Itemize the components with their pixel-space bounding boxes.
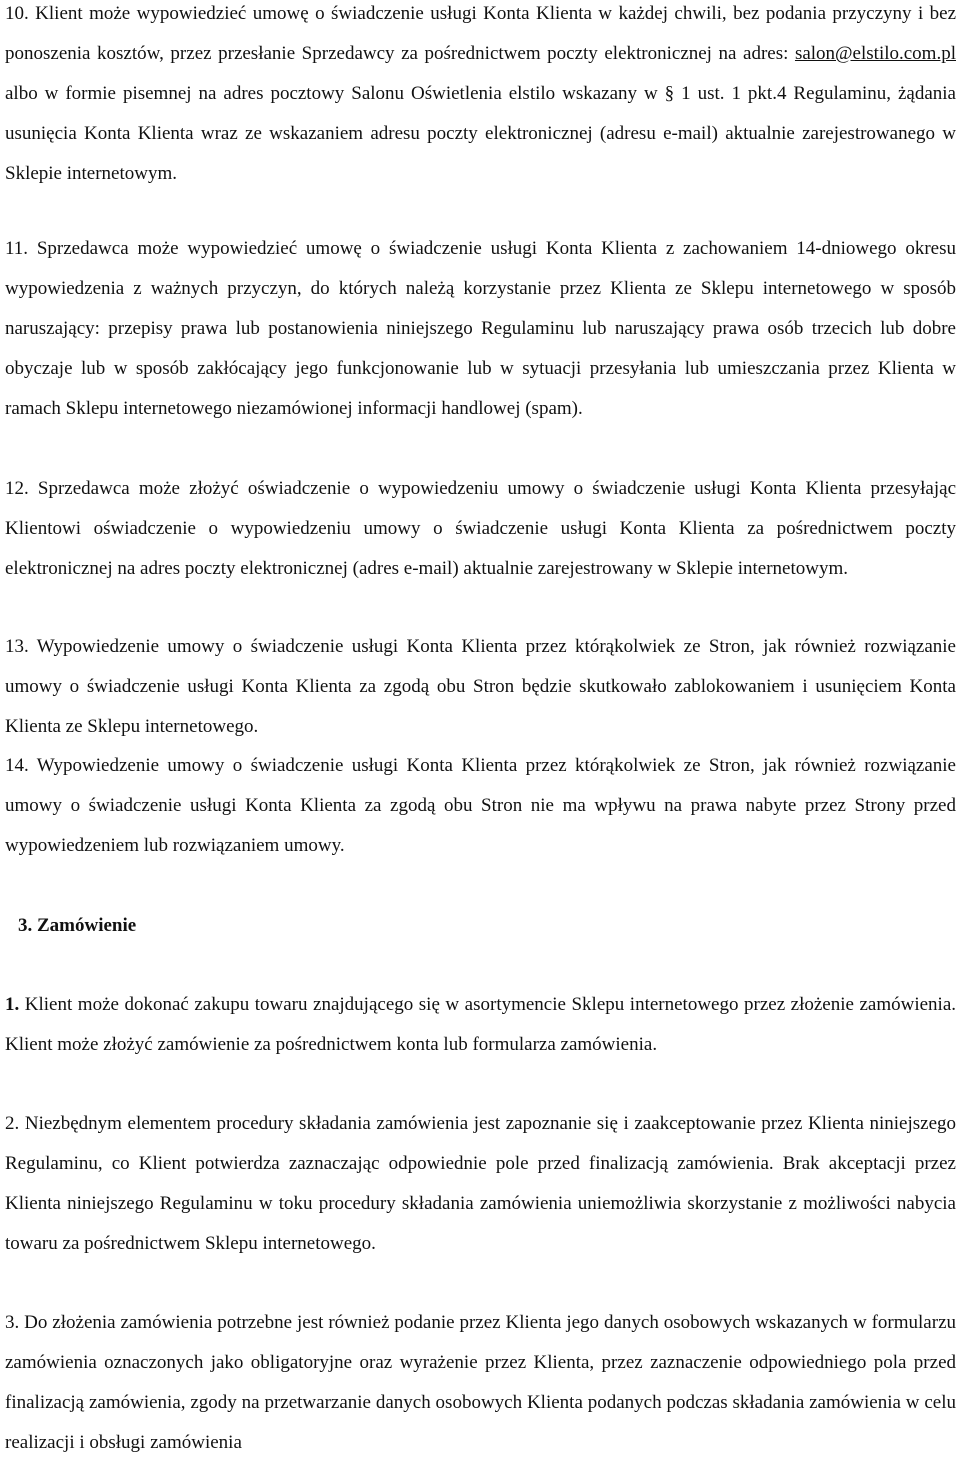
paragraph-number: 3. [5,1312,20,1333]
paragraph-text: Wypowiedzenie umowy o świadczenie usługi Konta Klienta przez którąkolwiek ze Stron, jak również rozwiązanie umowy o świadczenie usługi Konta Klienta za zgodą obu Stron nie ma wpływu na prawa nabyte przez Strony przed wypowiedzeniem lub rozwiązaniem umowy. [5,755,956,856]
order-paragraph-3 [5,1303,956,1463]
paragraph-text: Sprzedawca może złożyć oświadczenie o wypowiedzeniu umowy o świadczenie usługi Konta Klienta przesyłając Klientowi oświadczenie o wypowiedzeniu umowy o świadczenie usługi Konta Klienta za pośrednictwem poczty elektronicznej na adres poczty elektronicznej (adres e-mail) aktualnie zarejestrowany w Sklepie internetowym. [5,478,956,579]
paragraph-number: 14. [5,755,29,776]
email-link[interactable]: salon@elstilo.com.pl [794,43,956,64]
paragraph-text: Sprzedawca może wypowiedzieć umowę o świadczenie usługi Konta Klienta z zachowaniem 14-dniowego okresu wypowiedzenia z ważnych przyczyn, do których należą korzystanie przez Klienta ze Sklepu internetowego w sposób naruszający: przepisy prawa lub postanowienia niniejszego Regulaminu lub naruszający prawa osób trzecich lub dobre obyczaje lub w sposób zakłócający jego funkcjonowanie lub w sytuacji przesyłania lub umieszczania przez Klienta w ramach Sklepu internetowego niezamówionej informacji handlowej (spam). [5,238,957,419]
paragraph-text: albo w formie pisemnej na adres pocztowy Salonu Oświetlenia elstilo wskazany w § 1 ust. 1 pkt.4 Regulaminu, żądania usunięcia Konta Klienta wraz ze wskazaniem adresu poczty elektronicznej (adresu e-mail) aktualnie zarejestrowanego w Sklepie internetowym. [5,83,956,184]
paragraph-text: Klient może wypowiedzieć umowę o świadczenie usługi Konta Klienta w każdej chwili, bez podania przyczyny i bez ponoszenia kosztów, przez przesłanie Sprzedawcy za pośrednictwem poczty elektronicznej na adres: [5,3,957,64]
order-paragraph-2 [5,1104,956,1264]
paragraph-number: 13. [5,636,29,657]
paragraph-text: Klient może dokonać zakupu towaru znajdującego się w asortymencie Sklepu internetowego przez złożenie zamówienia. Klient może złożyć zamówienie za pośrednictwem konta lub formularza zamówienia. [5,994,957,1055]
paragraph-10 [5,0,956,194]
section-heading: 3. Zamówienie [18,915,137,936]
paragraph-13 [5,627,956,747]
paragraph-text: Do złożenia zamówienia potrzebne jest również podanie przez Klienta jego danych osobowych wskazanych w formularzu zamówienia oznaczonych jako obligatoryjne oraz wyrażenie przez Klienta, przez zaznaczenie odpowiedniego pola przed finalizacją zamówienia, zgody na przetwarzanie danych osobowych Klienta podanych podczas składania zamówienia w celu realizacji i obsługi zamówienia [5,1312,956,1453]
paragraph-text: Niezbędnym elementem procedury składania zamówienia jest zapoznanie się i zaakceptowanie przez Klienta niniejszego Regulaminu, co Klient potwierdza zaznaczając odpowiednie pole przed finalizacją zamówienia. Brak akceptacji przez Klienta niniejszego Regulaminu w toku procedury składania zamówienia uniemożliwia skorzystanie z możliwości nabycia towaru za pośrednictwem Sklepu internetowego. [5,1113,957,1254]
paragraph-12 [5,469,956,589]
paragraph-11 [5,229,956,429]
paragraph-14 [5,746,956,866]
paragraph-number: 1. [5,994,20,1015]
paragraph-number: 11. [5,238,29,259]
paragraph-number: 10. [5,3,29,24]
paragraph-number: 2. [5,1113,20,1134]
order-paragraph-1 [5,985,956,1065]
paragraph-number: 12. [5,478,29,499]
paragraph-text: Wypowiedzenie umowy o świadczenie usługi Konta Klienta przez którąkolwiek ze Stron, jak również rozwiązanie umowy o świadczenie usługi Konta Klienta za zgodą obu Stron będzie skutkowało zablokowaniem i usunięciem Konta Klienta ze Sklepu internetowego. [5,636,956,737]
